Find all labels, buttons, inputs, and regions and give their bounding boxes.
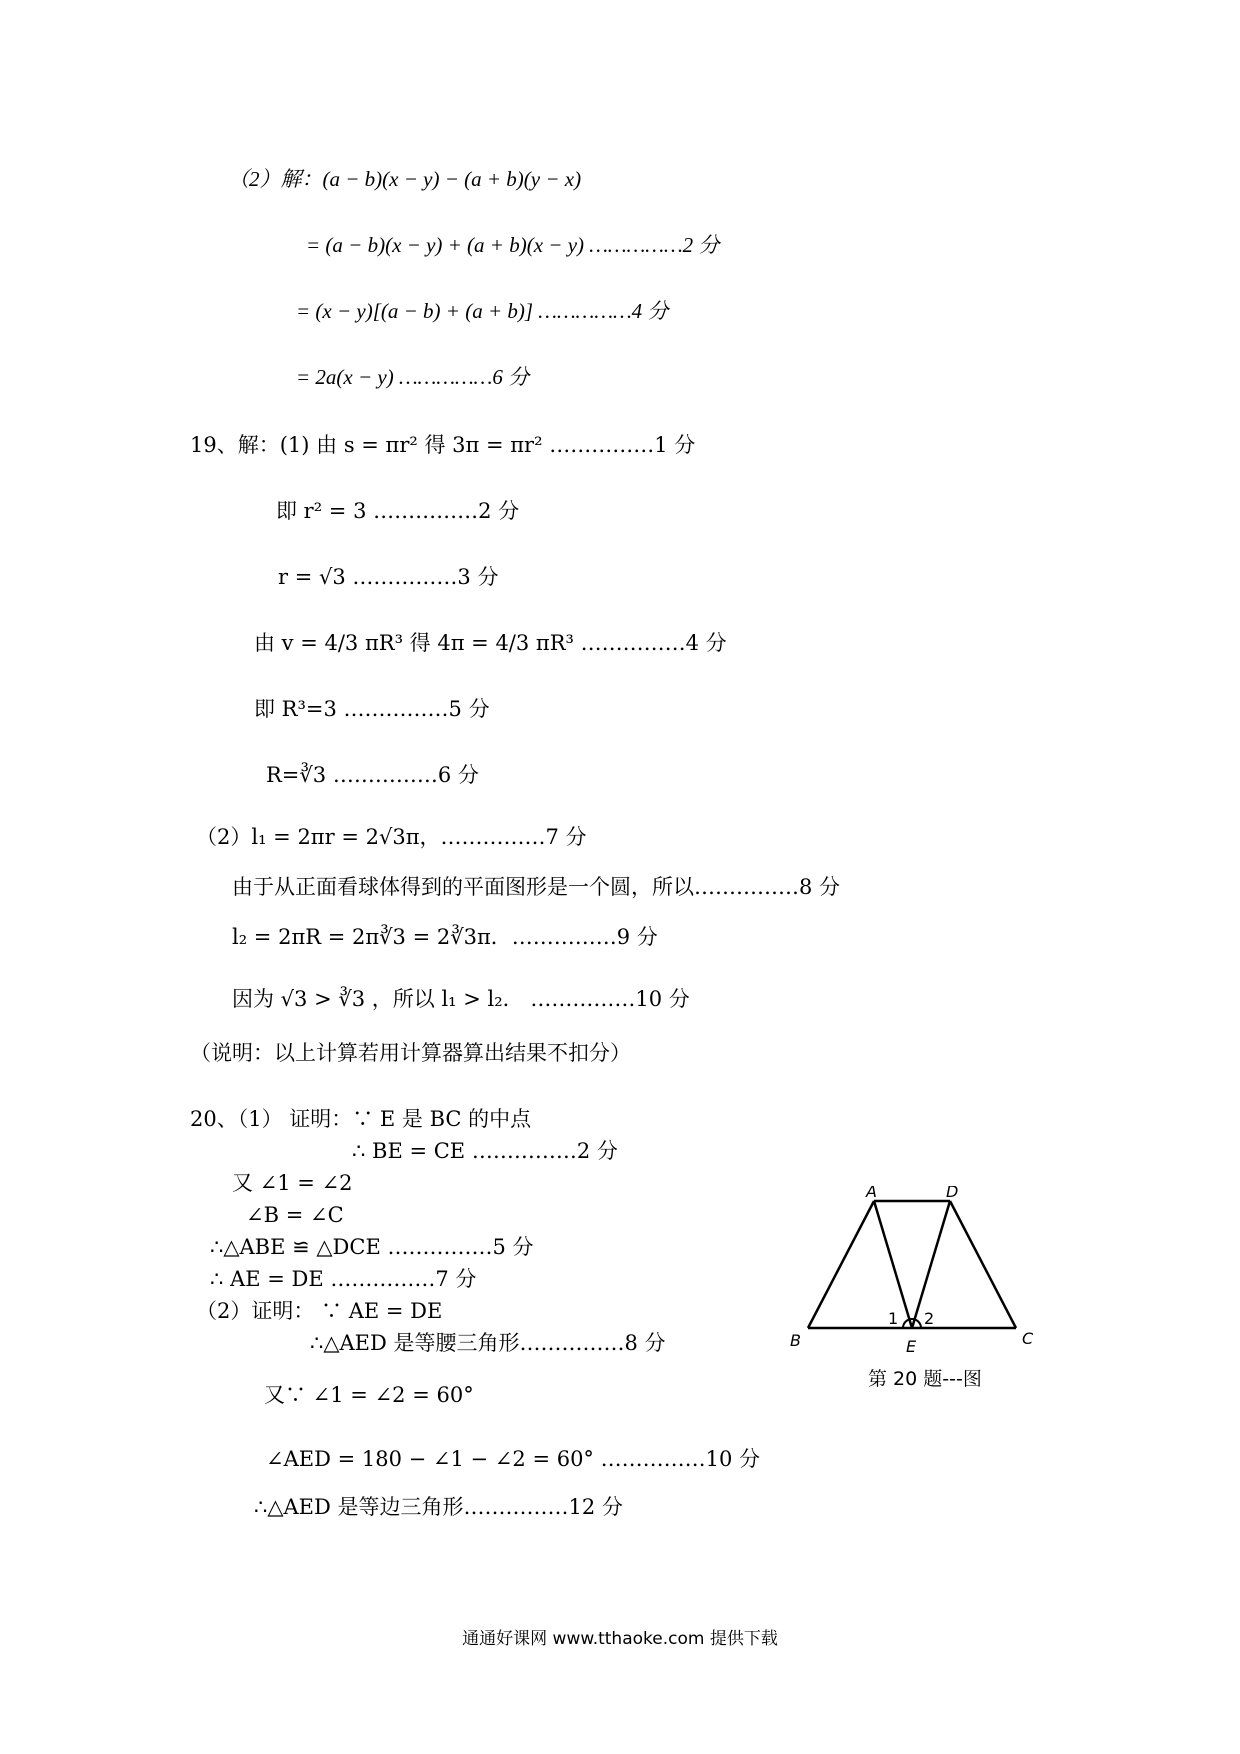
q20-line-9: 又∵ ∠1 = ∠2 = 60° bbox=[264, 1383, 474, 1407]
figure-caption: 第 20 题---图 bbox=[868, 1368, 982, 1390]
q19-line-2: 即 r² = 3 ……………2 分 bbox=[276, 499, 520, 523]
q18-line-4: = 2a(x − y) ……………6 分 bbox=[296, 365, 530, 389]
label-D: D bbox=[946, 1186, 959, 1201]
angle-label-2: 2 bbox=[924, 1309, 935, 1328]
label-C: C bbox=[1022, 1329, 1034, 1348]
q19-note: （说明：以上计算若用计算器算出结果不扣分） bbox=[190, 1041, 631, 1065]
label-E: E bbox=[906, 1337, 917, 1356]
q19-line-3: r = √3 ……………3 分 bbox=[278, 565, 499, 589]
q19-line-4: 由 v = 4/3 πR³ 得 4π = 4/3 πR³ ……………4 分 bbox=[254, 631, 727, 655]
q19-line-5: 即 R³=3 ……………5 分 bbox=[254, 697, 490, 721]
q20-line-3: 又 ∠1 = ∠2 bbox=[232, 1171, 353, 1195]
q19-line-1: 19、解：(1) 由 s = πr² 得 3π = πr² ……………1 分 bbox=[190, 433, 696, 457]
q19-line-8: 由于从正面看球体得到的平面图形是一个圆，所以……………8 分 bbox=[232, 875, 841, 899]
q19-line-6: R=∛3 ……………6 分 bbox=[266, 763, 479, 787]
q20-line-5: ∴△ABE ≌ △DCE ……………5 分 bbox=[210, 1235, 534, 1259]
label-A: A bbox=[866, 1186, 877, 1201]
q20-line-6: ∴ AE = DE ……………7 分 bbox=[210, 1267, 477, 1291]
q20-line-8: ∴△AED 是等腰三角形……………8 分 bbox=[310, 1331, 666, 1355]
trapezoid-diagram bbox=[786, 1186, 1066, 1366]
q20-line-10: ∠AED = 180 − ∠1 − ∠2 = 60° ……………10 分 bbox=[266, 1447, 761, 1471]
q18-line-1: （2）解：(a − b)(x − y) − (a + b)(y − x) bbox=[228, 167, 582, 191]
segment-AB bbox=[808, 1201, 874, 1328]
q20-line-2: ∴ BE = CE ……………2 分 bbox=[352, 1139, 618, 1163]
angle-label-1: 1 bbox=[888, 1309, 899, 1328]
q20-line-7: （2）证明： ∵ AE = DE bbox=[196, 1299, 443, 1323]
q20-line-4: ∠B = ∠C bbox=[246, 1203, 344, 1227]
q18-line-3: = (x − y)[(a − b) + (a + b)] ……………4 分 bbox=[296, 299, 669, 323]
q19-line-9: l₂ = 2πR = 2π∛3 = 2∛3π．……………9 分 bbox=[232, 925, 658, 949]
label-B: B bbox=[790, 1331, 801, 1350]
q19-line-7: （2）l₁ = 2πr = 2√3π，……………7 分 bbox=[196, 825, 587, 849]
q20-line-11: ∴△AED 是等边三角形……………12 分 bbox=[254, 1495, 623, 1519]
q19-line-10: 因为 √3 > ∛3 ，所以 l₁ > l₂． ……………10 分 bbox=[232, 987, 690, 1011]
segment-DC bbox=[950, 1201, 1016, 1328]
q18-line-2: = (a − b)(x − y) + (a + b)(x − y) ……………2 分 bbox=[306, 233, 720, 257]
footer-text: 通通好课网 www.tthaoke.com 提供下载 bbox=[462, 1629, 778, 1649]
q20-line-1: 20、（1） 证明：∵ E 是 BC 的中点 bbox=[190, 1107, 532, 1131]
